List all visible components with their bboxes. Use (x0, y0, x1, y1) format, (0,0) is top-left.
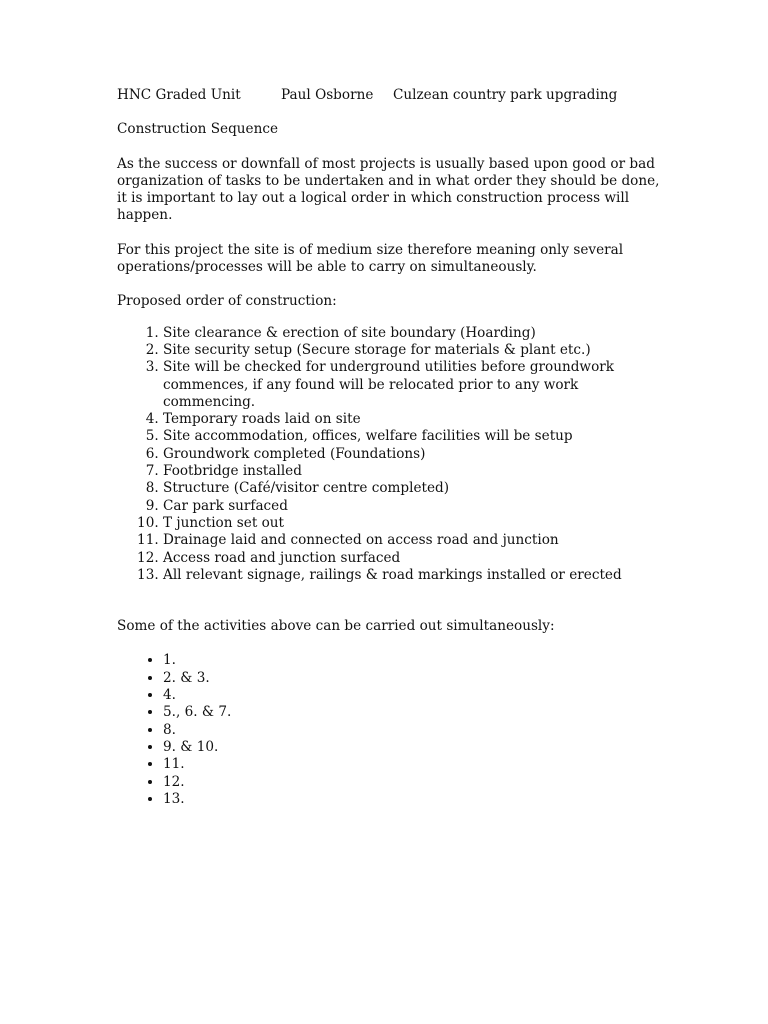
group-item: • 11. (163, 756, 668, 773)
group-item: • 4. (163, 687, 668, 704)
group-item: • 9. & 10. (163, 739, 668, 756)
construction-step: 2. Site security setup (Secure storage for materials & plant etc.) (163, 342, 668, 359)
group-item: • 2. & 3. (163, 670, 668, 687)
construction-step: 10. T junction set out (163, 515, 668, 532)
header-project: Culzean country park upgrading (393, 87, 618, 103)
construction-step: 1. Site clearance & erection of site boundary (Hoarding) (163, 325, 668, 342)
simultaneous-groups-list (117, 652, 668, 808)
construction-step: 6. Groundwork completed (Foundations) (163, 446, 668, 463)
order-intro: Proposed order of construction: (117, 293, 337, 310)
construction-step: 4. Temporary roads laid on site (163, 411, 668, 428)
construction-step: 7. Footbridge installed (163, 463, 668, 480)
construction-step: 11. Drainage laid and connected on access road and junction (163, 532, 668, 549)
construction-step: 5. Site accommodation, offices, welfare facilities will be setup (163, 428, 668, 445)
section-title: Construction Sequence (117, 121, 278, 138)
construction-steps-list (117, 325, 668, 584)
construction-step: 13. All relevant signage, railings & road markings installed or erected (163, 567, 668, 584)
group-item: • 13. (163, 791, 668, 808)
construction-step: 12. Access road and junction surfaced (163, 550, 668, 567)
intro-paragraph: As the success or downfall of most projects is usually based upon good or bad organization of tasks to be undertaken and in what order they should be done, it is important to lay out a logical order in which construction process will happen. (117, 155, 660, 224)
site-size-paragraph: For this project the site is of medium size therefore meaning only several operations/processes will be able to carry on simultaneously. (117, 241, 624, 276)
group-item: • 8. (163, 722, 668, 739)
simultaneous-intro: Some of the activities above can be carried out simultaneously: (117, 618, 555, 635)
construction-step: 8. Structure (Café/visitor centre completed) (163, 480, 668, 497)
group-item: • 12. (163, 774, 668, 791)
construction-step: 9. Car park surfaced (163, 498, 668, 515)
group-item: • 5., 6. & 7. (163, 704, 668, 721)
header-unit: HNC Graded Unit (117, 87, 241, 103)
document-header (117, 87, 668, 104)
construction-step: 3. Site will be checked for underground utilities before groundwork commences, if any found will be relocated prior to any work commencing. (163, 359, 668, 411)
group-item: • 1. (163, 652, 668, 669)
header-author: Paul Osborne (281, 87, 374, 103)
